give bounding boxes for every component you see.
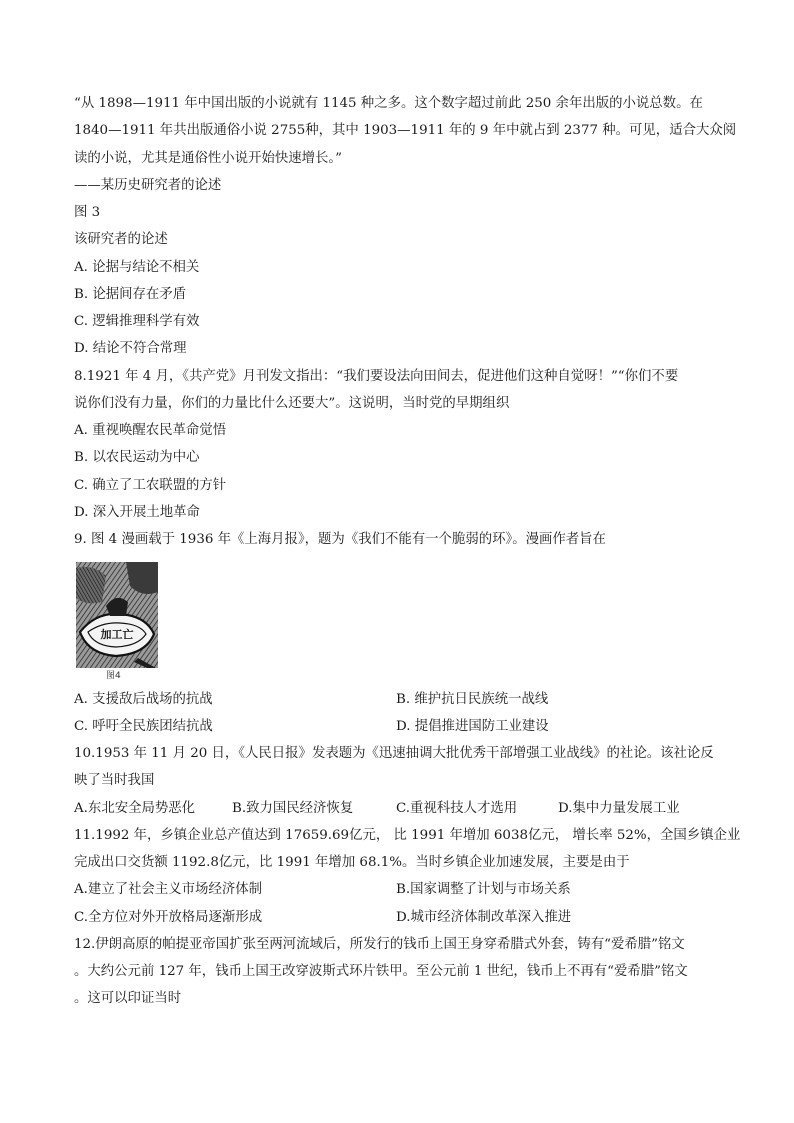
q7-option-d: D. 结论不符合常理: [74, 341, 187, 356]
q7-quote-line-3: 读的小说，尤其是通俗性小说开始快速增长。”: [74, 151, 342, 166]
q9-option-c: C. 呼吁全民族团结抗战: [74, 719, 213, 734]
q7-option-a: A. 论据与结论不相关: [74, 260, 200, 275]
q10-stem-line-2: 映了当时我国: [74, 773, 155, 788]
q12-stem-line-1: 12.伊朗高原的帕提亚帝国扩张至两河流域后，所发行的钱币上国王身穿希腊式外套，铸有“爱希腊”铭文: [74, 937, 685, 952]
cartoon-lettering: 加工亡: [100, 628, 134, 641]
q10-option-b: B.致力国民经济恢复: [232, 801, 354, 816]
q7-figure-label: 图 3: [74, 205, 101, 220]
q8-option-b: B. 以农民运动为中心: [74, 450, 200, 465]
q9-option-b: B. 维护抗日民族统一战线: [396, 692, 549, 707]
q10-option-d: D.集中力量发展工业: [558, 801, 680, 816]
q8-option-c: C. 确立了工农联盟的方针: [74, 478, 227, 493]
q8-option-a: A. 重视唤醒农民革命觉悟: [74, 423, 227, 438]
q8-stem-line-1: 8.1921 年 4 月，《共产党》月刊发文指出：“我们要设法向田间去，促进他们这种自觉呀！”“你们不要: [74, 369, 679, 384]
q7-option-b: B. 论据间存在矛盾: [74, 287, 187, 302]
q10-stem-line-1: 10.1953 年 11 月 20 日，《人民日报》发表题为《迅速抽调大批优秀干部增强工业战线》的社论。该社论反: [74, 746, 714, 761]
q9-stem: 9. 图 4 漫画载于 1936 年《上海月报》，题为《我们不能有一个脆弱的环》。漫画作者旨在: [74, 532, 606, 547]
q9-cartoon-figure: [76, 562, 158, 680]
q11-option-a: A.建立了社会主义市场经济体制: [74, 882, 263, 897]
q8-option-d: D. 深入开展土地革命: [74, 505, 200, 520]
q9-figure-caption: 图4: [106, 671, 121, 680]
q12-stem-line-3: 。这可以印证当时: [74, 991, 182, 1006]
q11-stem-line-2: 完成出口交货额 1192.8亿元，比 1991 年增加 68.1%。当时乡镇企业加速发展，主要是由于: [74, 855, 630, 870]
q11-stem-line-1: 11.1992 年，乡镇企业总产值达到 17659.69亿元， 比 1991 年增加 6038亿元， 增长率 52%，全国乡镇企业: [74, 828, 741, 843]
q9-option-d: D. 提倡推进国防工业建设: [396, 719, 549, 734]
q7-quote-line-1: “从 1898—1911 年中国出版的小说就有 1145 种之多。这个数字超过前此 250 余年出版的小说总数。在: [74, 96, 703, 111]
q7-source: ——某历史研究者的论述: [74, 178, 222, 193]
q11-option-c: C.全方位对外开放格局逐渐形成: [74, 910, 263, 925]
q8-stem-line-2: 说你们没有力量，你们的力量比什么还要大”。这说明，当时党的早期组织: [74, 396, 510, 411]
cartoon-image: [76, 562, 158, 680]
q7-quote-line-2: 1840—1911 年共出版通俗小说 2755种，其中 1903—1911 年的 9 年中就占到 2377 种。可见，适合大众阅: [74, 123, 737, 138]
q10-option-a: A.东北安全局势恶化: [74, 801, 196, 816]
q11-option-b: B.国家调整了计划与市场关系: [396, 882, 571, 897]
q11-option-d: D.城市经济体制改革深入推进: [396, 910, 572, 925]
q7-stem: 该研究者的论述: [74, 232, 168, 247]
q9-option-a: A. 支援敌后战场的抗战: [74, 692, 213, 707]
q10-option-c: C.重视科技人才选用: [396, 801, 518, 816]
q12-stem-line-2: 。大约公元前 127 年，钱币上国王改穿波斯式环片铁甲。至公元前 1 世纪，钱币上不再有“爱希腊”铭文: [74, 964, 688, 979]
q7-option-c: C. 逻辑推理科学有效: [74, 314, 200, 329]
